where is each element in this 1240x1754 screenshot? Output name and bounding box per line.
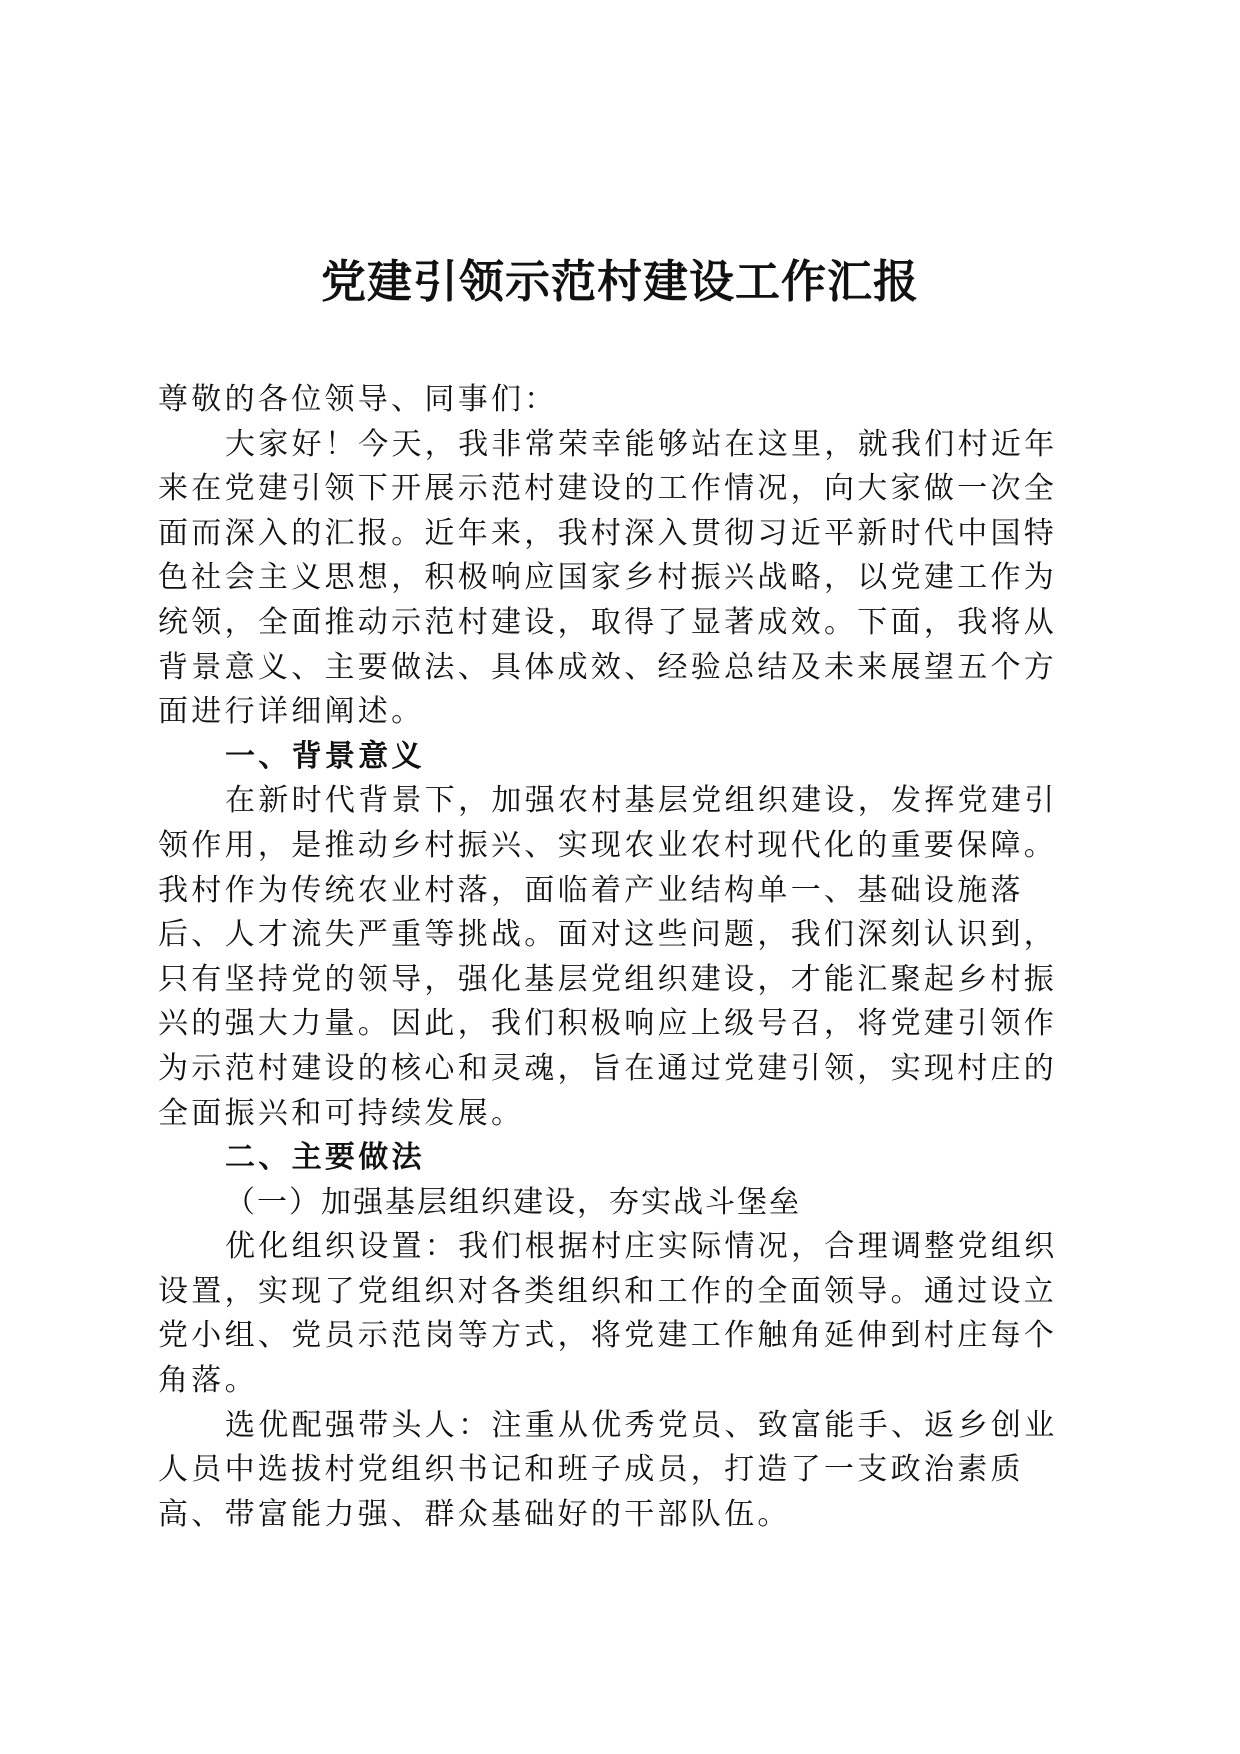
- salutation: 尊敬的各位领导、同事们：: [158, 382, 558, 417]
- intro-paragraph: 大家好！今天，我非常荣幸能够站在这里，就我们村近年来在党建引领下开展示范村建设的工作情况，向大家做一次全面而深入的汇报。近年来，我村深入贯彻习近平新时代中国特色社会主义思想，积极响应国家乡村振兴战略，以党建工作为统领，全面推动示范村建设，取得了显著成效。下面，我将从背景意义、主要做法、具体成效、经验总结及未来展望五个方面进行详细阐述。: [158, 426, 1058, 730]
- background-paragraph: 在新时代背景下，加强农村基层党组织建设，发挥党建引领作用，是推动乡村振兴、实现农业农村现代化的重要保障。我村作为传统农业村落，面临着产业结构单一、基础设施落后、人才流失严重等挑战。面对这些问题，我们深刻认识到，只有坚持党的领导，强化基层党组织建设，才能汇聚起乡村振兴的强大力量。因此，我们积极响应上级号召，将党建引领作为示范村建设的核心和灵魂，旨在通过党建引领，实现村庄的全面振兴和可持续发展。: [158, 783, 1058, 1131]
- section-heading-main-practices: 二、主要做法: [225, 1140, 425, 1176]
- organization-paragraph: 优化组织设置：我们根据村庄实际情况，合理调整党组织设置，实现了党组织对各类组织和工作的全面领导。通过设立党小组、党员示范岗等方式，将党建工作触角延伸到村庄每个角落。: [158, 1229, 1058, 1399]
- document-title: 党建引领示范村建设工作汇报: [320, 255, 919, 308]
- document-body: [158, 378, 1088, 1537]
- section-heading-background: 一、背景意义: [225, 738, 425, 774]
- leaders-paragraph: 选优配强带头人：注重从优秀党员、致富能手、返乡创业人员中选拔村党组织书记和班子成员，打造了一支政治素质高、带富能力强、群众基础好的干部队伍。: [158, 1407, 1058, 1532]
- subsection-heading-organization: （一）加强基层组织建设，夯实战斗堡垒: [225, 1184, 801, 1220]
